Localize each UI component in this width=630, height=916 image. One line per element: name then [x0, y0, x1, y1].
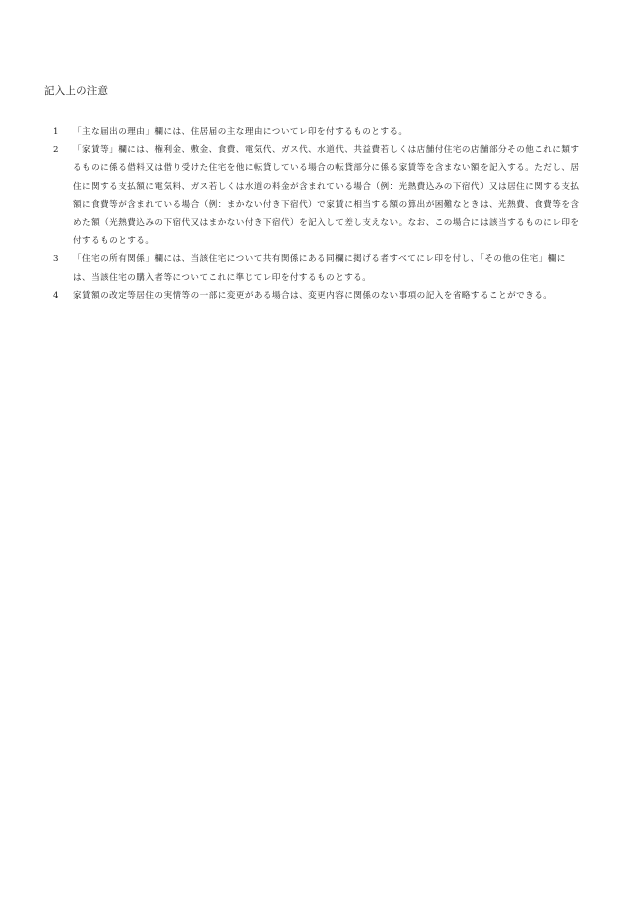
note-text: 「住宅の所有関係」欄には、当該住宅について共有関係にある同欄に掲げる者すべてにレ印を付し、「その他の住宅」欄には、当該住宅の購入者等についてこれに準じてレ印を付するものとする。	[73, 254, 566, 283]
note-item	[50, 250, 590, 286]
note-number: 2	[53, 145, 59, 156]
note-number: 3	[53, 254, 59, 265]
note-number: 4	[53, 290, 59, 301]
note-text: 「家賃等」欄には、権利金、敷金、食費、電気代、ガス代、水道代、共益費若しくは店舗付住宅の店舗部分その他これに類するものに係る借料又は借り受けた住宅を他に転貸している場合の転貸部分に係る家賃等を含まない額を記入する。ただし、居住に関する支払額に電気料、ガス若しくは水道の料金が含まれている場合（例：光熱費込みの下宿代）又は居住に関する支払額に食費等が含まれている場合（例：まかない付き下宿代）で家賃に相当する額の算出が困難なときは、光熱費、食費等を含めた額（光熱費込みの下宿代又はまかない付き下宿代）を記入して差し支えない。なお、この場合には該当するものにレ印を付するものとする。	[73, 145, 580, 247]
page-title: 記入上の注意	[44, 85, 109, 97]
note-number: 1	[53, 127, 59, 137]
note-item	[50, 287, 590, 305]
notes-list	[50, 123, 590, 305]
note-text: 「主な届出の理由」欄には、住居届の主な理由についてレ印を付するものとする。	[73, 127, 408, 137]
note-item	[50, 141, 590, 250]
note-text: 家賃額の改定等居住の実情等の一部に変更がある場合は、変更内容に関係のない事項の記入を省略することができる。	[73, 290, 553, 301]
note-item	[50, 123, 590, 141]
